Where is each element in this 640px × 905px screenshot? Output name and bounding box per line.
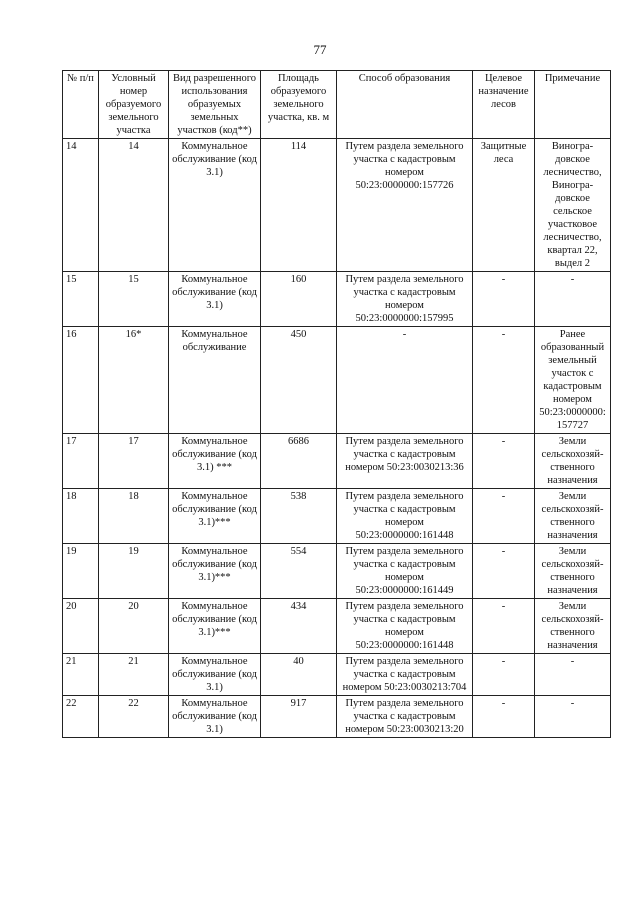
cell-note: -	[535, 272, 611, 327]
table-row	[63, 599, 611, 654]
cell-formation-method: Путем раздела земельного участка с кадастровым номером 50:23:0000000:161448	[337, 599, 473, 654]
cell-formation-method: Путем раздела земельного участка с кадастровым номером 50:23:0030213:36	[337, 434, 473, 489]
cell-forest-purpose: -	[473, 544, 535, 599]
cell-num: 14	[63, 139, 99, 272]
table-row	[63, 434, 611, 489]
cell-area: 434	[261, 599, 337, 654]
cell-num: 21	[63, 654, 99, 696]
cell-num: 19	[63, 544, 99, 599]
cell-note: Виногра-довское лесничество, Виногра-довское сельское участковое лесничество, квартал 22, выдел 2	[535, 139, 611, 272]
cell-forest-purpose: -	[473, 434, 535, 489]
cell-permitted-use: Коммунальное обслуживание (код 3.1)	[169, 654, 261, 696]
cell-area: 554	[261, 544, 337, 599]
cell-conditional-number: 16*	[99, 327, 169, 434]
cell-area: 114	[261, 139, 337, 272]
header-forest-purpose: Целевое назначение лесов	[473, 71, 535, 139]
cell-num: 20	[63, 599, 99, 654]
cell-area: 538	[261, 489, 337, 544]
cell-area: 160	[261, 272, 337, 327]
cell-forest-purpose: -	[473, 599, 535, 654]
cell-formation-method: Путем раздела земельного участка с кадастровым номером 50:23:0000000:161449	[337, 544, 473, 599]
header-num: № п/п	[63, 71, 99, 139]
cell-permitted-use: Коммунальное обслуживание (код 3.1)	[169, 139, 261, 272]
cell-forest-purpose: -	[473, 327, 535, 434]
table-row	[63, 272, 611, 327]
cell-conditional-number: 22	[99, 696, 169, 738]
cell-permitted-use: Коммунальное обслуживание (код 3.1) ***	[169, 434, 261, 489]
cell-note: Земли сельскохозяй-ственного назначения	[535, 434, 611, 489]
cell-formation-method: -	[337, 327, 473, 434]
cell-conditional-number: 14	[99, 139, 169, 272]
header-note: Примечание	[535, 71, 611, 139]
cell-note: Земли сельскохозяй-ственного назначения	[535, 544, 611, 599]
cell-conditional-number: 18	[99, 489, 169, 544]
cell-conditional-number: 20	[99, 599, 169, 654]
cell-num: 18	[63, 489, 99, 544]
header-formation-method: Способ образования	[337, 71, 473, 139]
cell-note: Ранее образованный земельный участок с кадастровым номером 50:23:0000000: 157727	[535, 327, 611, 434]
land-plots-table	[62, 70, 611, 738]
cell-num: 17	[63, 434, 99, 489]
cell-conditional-number: 19	[99, 544, 169, 599]
cell-note: Земли сельскохозяй-ственного назначения	[535, 599, 611, 654]
cell-conditional-number: 17	[99, 434, 169, 489]
cell-area: 450	[261, 327, 337, 434]
cell-conditional-number: 21	[99, 654, 169, 696]
cell-forest-purpose: -	[473, 696, 535, 738]
table-row	[63, 327, 611, 434]
cell-permitted-use: Коммунальное обслуживание (код 3.1)***	[169, 599, 261, 654]
cell-area: 6686	[261, 434, 337, 489]
cell-conditional-number: 15	[99, 272, 169, 327]
header-permitted-use: Вид разрешенного использования образуемых земельных участков (код**)	[169, 71, 261, 139]
cell-area: 917	[261, 696, 337, 738]
page-number: 77	[313, 42, 327, 57]
table-row	[63, 139, 611, 272]
cell-forest-purpose: -	[473, 489, 535, 544]
table-row	[63, 654, 611, 696]
table-row	[63, 544, 611, 599]
cell-note: -	[535, 696, 611, 738]
cell-forest-purpose: -	[473, 654, 535, 696]
cell-permitted-use: Коммунальное обслуживание (код 3.1)	[169, 272, 261, 327]
cell-area: 40	[261, 654, 337, 696]
cell-permitted-use: Коммунальное обслуживание (код 3.1)***	[169, 544, 261, 599]
cell-permitted-use: Коммунальное обслуживание (код 3.1)***	[169, 489, 261, 544]
cell-num: 16	[63, 327, 99, 434]
table-body	[63, 139, 611, 738]
cell-formation-method: Путем раздела земельного участка с кадастровым номером 50:23:0000000:157995	[337, 272, 473, 327]
cell-formation-method: Путем раздела земельного участка с кадастровым номером 50:23:0000000:157726	[337, 139, 473, 272]
header-area: Площадь образуемого земельного участка, кв. м	[261, 71, 337, 139]
cell-forest-purpose: -	[473, 272, 535, 327]
table-row	[63, 696, 611, 738]
cell-formation-method: Путем раздела земельного участка с кадастровым номером 50:23:0000000:161448	[337, 489, 473, 544]
table-row	[63, 489, 611, 544]
cell-permitted-use: Коммунальное обслуживание	[169, 327, 261, 434]
cell-num: 15	[63, 272, 99, 327]
header-conditional-number: Условный номер образуемого земельного участка	[99, 71, 169, 139]
cell-note: -	[535, 654, 611, 696]
cell-formation-method: Путем раздела земельного участка с кадастровым номером 50:23:0030213:704	[337, 654, 473, 696]
cell-permitted-use: Коммунальное обслуживание (код 3.1)	[169, 696, 261, 738]
cell-num: 22	[63, 696, 99, 738]
table-header-row	[63, 71, 611, 139]
cell-formation-method: Путем раздела земельного участка с кадастровым номером 50:23:0030213:20	[337, 696, 473, 738]
cell-forest-purpose: Защитные леса	[473, 139, 535, 272]
cell-note: Земли сельскохозяй-ственного назначения	[535, 489, 611, 544]
